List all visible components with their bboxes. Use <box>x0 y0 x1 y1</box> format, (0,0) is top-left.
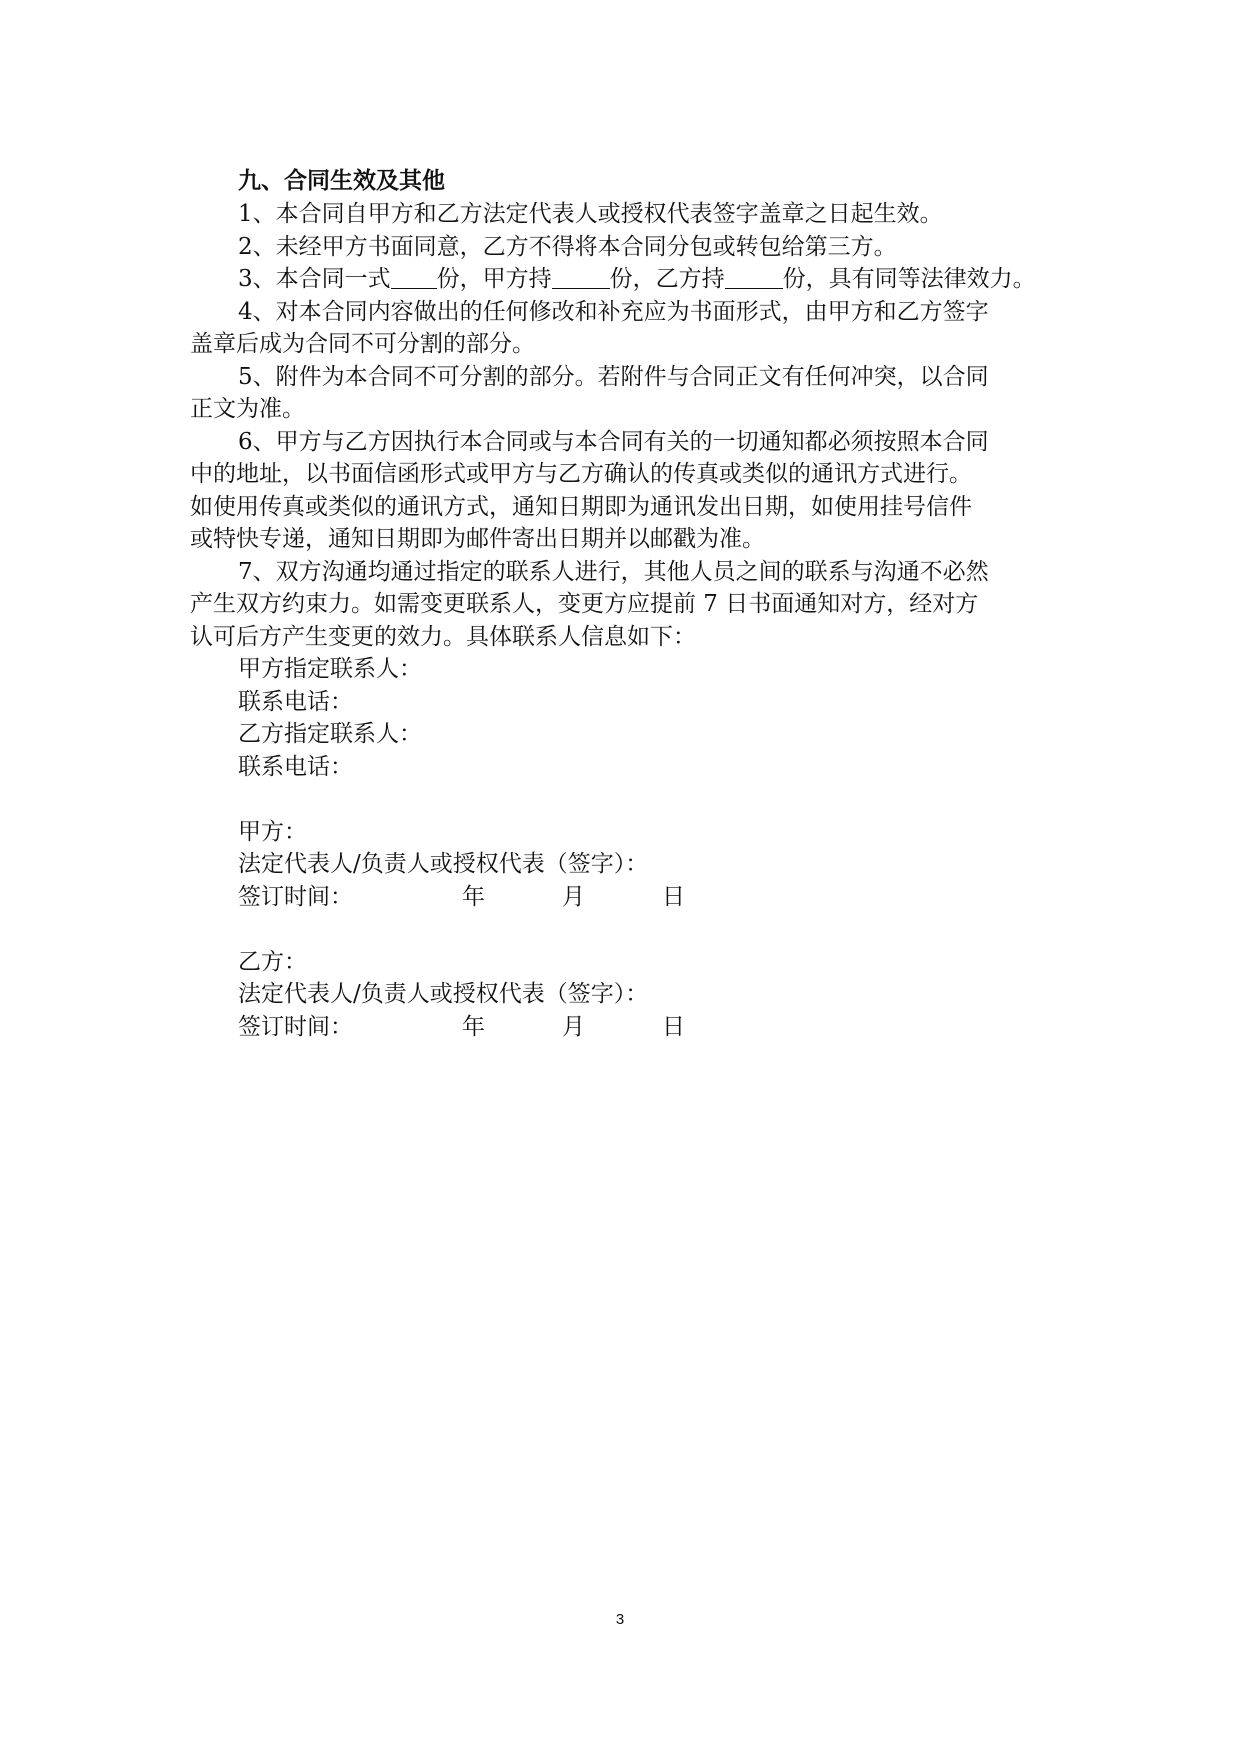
clause-line: 产生双方约束力。如需变更联系人，变更方应提前 7 日书面通知对方，经对方 <box>190 591 979 617</box>
signature-block-party-b <box>190 946 1056 1044</box>
year-label: 年 <box>462 1013 485 1040</box>
clause-5 <box>190 361 1056 426</box>
signing-date-row <box>190 881 1056 914</box>
clause-line: 6、甲方与乙方因执行本合同或与本合同有关的一切通知都必须按照本合同 <box>238 428 989 455</box>
clause-line: 盖章后成为合同不可分割的部分。 <box>190 331 535 357</box>
party-a-contact-person: 甲方指定联系人： <box>238 656 422 682</box>
clause-text: 份，乙方持 <box>609 266 725 292</box>
page-number: 3 <box>615 1611 625 1628</box>
party-b-contact-person: 乙方指定联系人： <box>238 721 422 747</box>
party-a-contact-phone: 联系电话： <box>238 688 353 715</box>
signature-block-party-a <box>190 816 1056 914</box>
clause-7 <box>190 556 1056 654</box>
signing-date-label: 签订时间： <box>238 1013 353 1040</box>
clause-line: 或特快专递，通知日期即为邮件寄出日期并以邮戳为准。 <box>190 526 765 552</box>
clause-text: 份，具有同等法律效力。 <box>782 266 1036 292</box>
clause-text: 份，甲方持 <box>436 266 552 292</box>
clause-line: 4、对本合同内容做出的任何修改和补充应为书面形式，由甲方和乙方签字 <box>238 298 989 325</box>
clause-line: 5、附件为本合同不可分割的部分。若附件与合同正文有任何冲突，以合同 <box>238 363 989 390</box>
copies-party-b-blank <box>725 266 783 289</box>
party-b-contact-phone: 联系电话： <box>238 753 353 780</box>
clause-line: 正文为准。 <box>190 396 305 422</box>
day-label: 日 <box>662 1013 685 1040</box>
copies-total-blank <box>391 266 437 289</box>
clause-line: 中的地址，以书面信函形式或甲方与乙方确认的传真或类似的通讯方式进行。 <box>190 461 972 487</box>
clause-line: 认可后方产生变更的效力。具体联系人信息如下： <box>190 623 696 650</box>
clause-line: 2、未经甲方书面同意，乙方不得将本合同分包或转包给第三方。 <box>238 233 897 260</box>
year-label: 年 <box>462 883 485 910</box>
clause-2 <box>190 231 1056 264</box>
party-label: 甲方： <box>238 818 307 845</box>
clause-4 <box>190 296 1056 361</box>
clause-3 <box>190 263 1056 296</box>
spacer <box>190 913 1056 946</box>
representative-signature-label: 法定代表人/负责人或授权代表（签字）： <box>238 851 649 877</box>
representative-signature-label: 法定代表人/负责人或授权代表（签字）： <box>238 981 649 1007</box>
contract-body <box>190 164 1056 1043</box>
month-label: 月 <box>562 1013 585 1040</box>
clause-text: 3、本合同一式 <box>238 266 391 292</box>
signing-date-label: 签订时间： <box>238 883 353 910</box>
clause-line: 7、双方沟通均通过指定的联系人进行，其他人员之间的联系与沟通不必然 <box>238 558 989 585</box>
section-heading: 九、合同生效及其他 <box>238 168 445 194</box>
clause-line: 如使用传真或类似的通讯方式，通知日期即为通讯发出日期，如使用挂号信件 <box>190 493 972 520</box>
party-label: 乙方： <box>238 948 307 975</box>
signing-date-row <box>190 1011 1056 1044</box>
copies-party-a-blank <box>552 266 610 289</box>
clause-1 <box>190 198 1056 231</box>
clause-6 <box>190 426 1056 556</box>
spacer <box>190 783 1056 816</box>
month-label: 月 <box>562 883 585 910</box>
clause-line: 1、本合同自甲方和乙方法定代表人或授权代表签字盖章之日起生效。 <box>238 201 943 227</box>
day-label: 日 <box>662 883 685 910</box>
